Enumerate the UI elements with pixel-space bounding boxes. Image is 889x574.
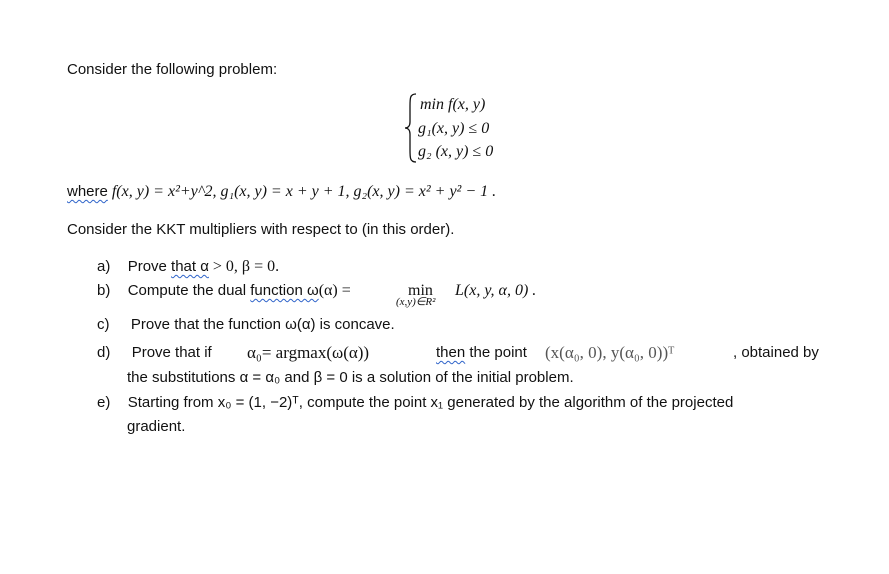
constraint-g2: g₂ (x, y) ≤ 0 (418, 143, 494, 160)
item-d-then (436, 345, 527, 360)
kkt-text: Consider the KKT multipliers with respect to (in this order). (67, 221, 455, 238)
function-definitions: f(x, y) = x²+y^2, g₁(x, y) = x + y + 1, g₂(x, y) = x² + y² − 1 . (107, 183, 497, 200)
item-d-pre: Prove that if (131, 344, 212, 361)
item-a (97, 259, 279, 275)
item-d-argmax: α₀= argmax(ω(α)) (247, 343, 370, 362)
item-b-underlined: function ω (250, 282, 319, 299)
item-a-pre: Prove (127, 258, 172, 275)
item-b-min: min (408, 282, 433, 299)
item-b-min-subscript: (x,y)∈R² (396, 296, 436, 308)
item-d-line2: the substitutions α = α₀ and β = 0 is a solution of the initial problem. (127, 369, 574, 386)
item-d (97, 345, 212, 360)
constraint-g1: g₁(x, y) ≤ 0 (418, 120, 490, 137)
item-b-tail: L(x, y, α, 0) . (455, 282, 537, 299)
item-b (97, 283, 351, 299)
item-d-post: , obtained by (733, 344, 819, 361)
item-e-label: e) (97, 394, 111, 411)
where-word: where (67, 183, 108, 200)
item-e-line2: gradient. (127, 418, 186, 435)
item-c (97, 317, 395, 332)
item-e (97, 395, 733, 410)
item-b-label: b) (97, 282, 111, 299)
item-d-underlined: then (436, 344, 466, 361)
item-a-underlined: that α (171, 258, 209, 275)
objective-line: min f(x, y) (420, 96, 486, 113)
item-e-line1: Starting from x₀ = (1, −2)ᵀ, compute the point x₁ generated by the algorithm of the projected (127, 394, 734, 411)
item-b-post: (α) = (318, 282, 351, 299)
item-c-label: c) (97, 316, 110, 333)
item-d-label: d) (97, 344, 111, 361)
where-definition (67, 184, 496, 200)
item-b-pre: Compute the dual (127, 282, 251, 299)
item-d-point: (x(α₀, 0), y(α₀, 0))ᵀ (545, 343, 675, 362)
intro-text: Consider the following problem: (67, 61, 278, 78)
item-d-mid: the point (465, 344, 527, 361)
item-a-label: a) (97, 258, 111, 275)
item-c-text: Prove that the function ω(α) is concave. (130, 316, 395, 333)
left-brace-icon (404, 92, 418, 164)
item-a-post: > 0, β = 0. (208, 258, 280, 275)
